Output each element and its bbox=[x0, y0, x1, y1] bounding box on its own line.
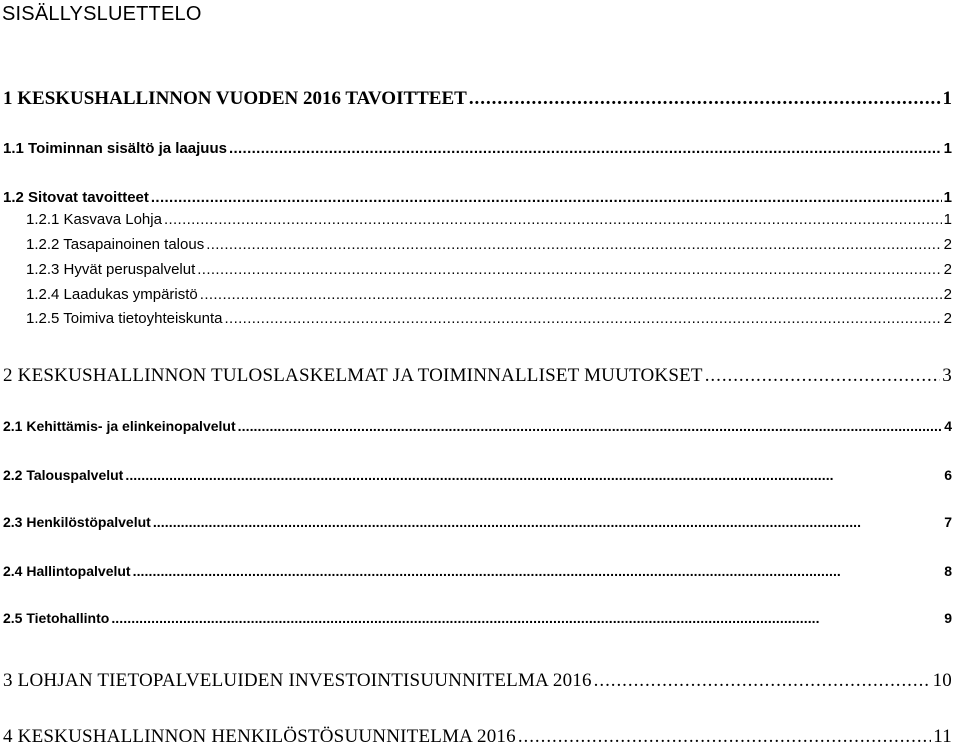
toc-entry-label[interactable]: 2.2 Talouspalvelut bbox=[3, 467, 124, 483]
toc-entry[interactable] bbox=[3, 563, 952, 579]
toc-entry-label[interactable]: 1.2 Sitovat tavoitteet bbox=[3, 189, 149, 206]
toc-leader-dots bbox=[518, 726, 931, 748]
toc-entry-label[interactable]: 1.2.1 Kasvava Lohja bbox=[26, 211, 162, 228]
toc-entry-page[interactable]: 6 bbox=[944, 467, 952, 483]
toc-entry-label[interactable]: 1.2.2 Tasapainoinen talous bbox=[26, 236, 205, 253]
toc-entry[interactable] bbox=[3, 418, 952, 434]
toc-entry[interactable] bbox=[3, 467, 952, 483]
toc-entry-page[interactable]: 2 bbox=[943, 286, 952, 303]
toc-entry-label[interactable]: 1.1 Toiminnan sisältö ja laajuus bbox=[3, 140, 227, 157]
toc-entry[interactable] bbox=[26, 310, 952, 327]
toc-entry-label[interactable]: 2.3 Henkilöstöpalvelut bbox=[3, 514, 151, 530]
toc-entry-page[interactable]: 4 bbox=[944, 418, 952, 434]
toc-entry[interactable] bbox=[26, 261, 952, 278]
toc-leader-dots bbox=[206, 236, 941, 253]
toc-leader-dots bbox=[164, 211, 942, 228]
toc-entry-page[interactable]: 1 bbox=[943, 189, 952, 206]
toc-entry[interactable] bbox=[3, 670, 952, 692]
toc-entry-page[interactable]: 10 bbox=[932, 670, 952, 691]
toc-leader-dots bbox=[153, 514, 942, 530]
toc-entry[interactable] bbox=[3, 514, 952, 530]
toc-leader-dots bbox=[125, 467, 942, 483]
toc-entry-label[interactable]: 2.5 Tietohallinto bbox=[3, 610, 110, 626]
toc-entry-label[interactable]: 1.2.4 Laadukas ympäristö bbox=[26, 286, 198, 303]
toc-entry-page[interactable]: 8 bbox=[944, 563, 952, 579]
toc-entry-page[interactable]: 3 bbox=[942, 365, 952, 386]
toc-leader-dots bbox=[705, 365, 941, 387]
toc-leader-dots bbox=[197, 261, 941, 278]
toc-leader-dots bbox=[229, 140, 942, 157]
toc-leader-dots bbox=[111, 610, 942, 626]
toc-entry-label[interactable]: 2.4 Hallintopalvelut bbox=[3, 563, 131, 579]
toc-entry-label[interactable]: 1.2.5 Toimiva tietoyhteiskunta bbox=[26, 310, 223, 327]
toc-entry[interactable] bbox=[3, 610, 952, 626]
toc-entry-page[interactable]: 2 bbox=[943, 236, 952, 253]
toc-entry-label[interactable]: 2.1 Kehittämis- ja elinkeinopalvelut bbox=[3, 418, 236, 434]
toc-entry-page[interactable]: 1 bbox=[942, 88, 952, 109]
toc-entry[interactable] bbox=[3, 88, 952, 110]
toc-leader-dots bbox=[133, 563, 943, 579]
toc-entry-page[interactable]: 9 bbox=[944, 610, 952, 626]
toc-leader-dots bbox=[469, 88, 941, 110]
toc-entry-label[interactable]: 1.2.3 Hyvät peruspalvelut bbox=[26, 261, 196, 278]
toc-entry-page[interactable]: 7 bbox=[944, 514, 952, 530]
toc-leader-dots bbox=[594, 670, 931, 692]
toc-entry[interactable] bbox=[3, 726, 952, 748]
toc-entry[interactable] bbox=[3, 365, 952, 387]
toc-entry[interactable] bbox=[26, 236, 952, 253]
toc-entry[interactable] bbox=[3, 140, 952, 157]
toc-entry-page[interactable]: 1 bbox=[943, 140, 952, 157]
toc-entry[interactable] bbox=[26, 286, 952, 303]
toc-entry-page[interactable]: 2 bbox=[943, 310, 952, 327]
toc-entry-page[interactable]: 1 bbox=[943, 211, 952, 228]
toc-entry-label[interactable]: 4 KESKUSHALLINNON HENKILÖSTÖSUUNNITELMA 2016 bbox=[3, 726, 516, 747]
toc-entry-page[interactable]: 2 bbox=[943, 261, 952, 278]
toc-entry-label[interactable]: 2 KESKUSHALLINNON TULOSLASKELMAT JA TOIMINNALLISET MUUTOKSET bbox=[3, 365, 703, 386]
toc-entry[interactable] bbox=[3, 189, 952, 206]
toc-entry-page[interactable]: 11 bbox=[933, 726, 952, 747]
toc-leader-dots bbox=[225, 310, 942, 327]
toc-leader-dots bbox=[238, 418, 943, 434]
toc-leader-dots bbox=[151, 189, 942, 206]
toc-entry-label[interactable]: 1 KESKUSHALLINNON VUODEN 2016 TAVOITTEET bbox=[3, 88, 467, 109]
toc-entry[interactable] bbox=[26, 211, 952, 228]
toc-entry-label[interactable]: 3 LOHJAN TIETOPALVELUIDEN INVESTOINTISUUNNITELMA 2016 bbox=[3, 670, 592, 691]
toc-title: SISÄLLYSLUETTELO bbox=[2, 3, 202, 25]
toc-leader-dots bbox=[200, 286, 942, 303]
